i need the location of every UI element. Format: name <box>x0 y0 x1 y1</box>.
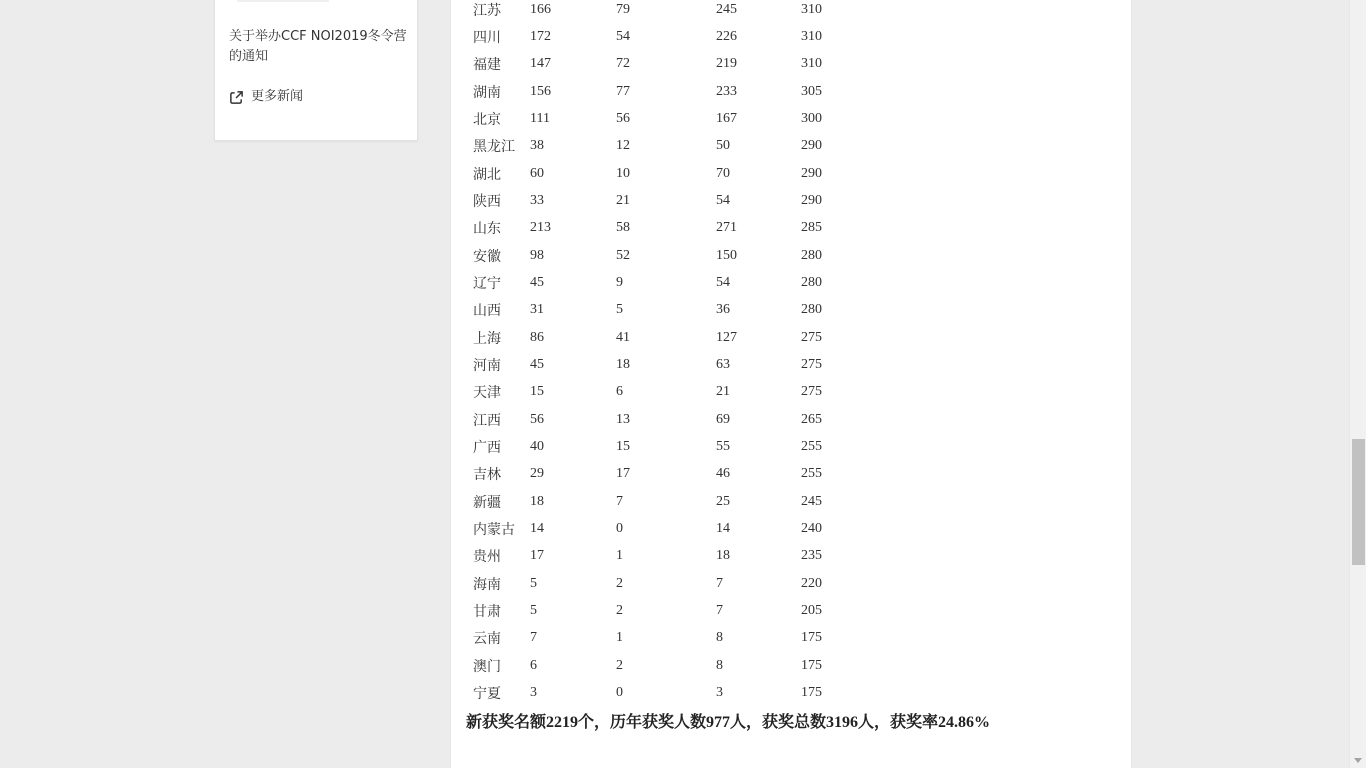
stat-cell: 41 <box>616 329 630 345</box>
stat-cell: 10 <box>616 165 630 181</box>
stat-cell: 6 <box>530 657 537 673</box>
stat-cell: 69 <box>716 411 730 427</box>
table-row <box>473 433 861 460</box>
stat-cell: 235 <box>801 548 822 564</box>
stat-cell: 77 <box>616 83 630 99</box>
more-news-link[interactable] <box>229 88 303 106</box>
stat-cell: 14 <box>530 520 544 536</box>
stat-cell: 3 <box>716 684 723 700</box>
table-row <box>473 0 861 23</box>
table-row <box>473 324 861 351</box>
table-row <box>473 133 861 160</box>
table-row <box>473 461 861 488</box>
stat-cell: 63 <box>716 356 730 372</box>
stat-cell: 275 <box>801 329 822 345</box>
stat-cell: 14 <box>716 520 730 536</box>
stat-cell: 7 <box>616 493 623 509</box>
province-cell: 天津 <box>473 385 501 402</box>
stat-cell: 285 <box>801 220 822 236</box>
stat-cell: 111 <box>530 110 550 126</box>
stat-cell: 255 <box>801 466 822 482</box>
stat-cell: 167 <box>716 110 737 126</box>
stat-cell: 290 <box>801 192 822 208</box>
province-cell: 广西 <box>473 439 501 456</box>
table-row <box>473 269 861 296</box>
stat-cell: 0 <box>616 684 623 700</box>
stat-cell: 56 <box>616 110 630 126</box>
stat-cell: 18 <box>616 356 630 372</box>
province-cell: 上海 <box>473 330 501 347</box>
stat-cell: 0 <box>616 520 623 536</box>
stat-cell: 1 <box>616 630 623 646</box>
table-row <box>473 187 861 214</box>
stat-cell: 5 <box>530 602 537 618</box>
province-cell: 湖南 <box>473 84 501 101</box>
stat-cell: 156 <box>530 83 551 99</box>
stat-cell: 175 <box>801 684 822 700</box>
stat-cell: 290 <box>801 165 822 181</box>
stat-cell: 166 <box>530 1 551 17</box>
stat-cell: 7 <box>716 575 723 591</box>
stat-cell: 86 <box>530 329 544 345</box>
province-cell: 山东 <box>473 221 501 238</box>
stat-cell: 15 <box>616 438 630 454</box>
stat-cell: 13 <box>616 411 630 427</box>
stat-cell: 33 <box>530 192 544 208</box>
stat-cell: 8 <box>716 657 723 673</box>
stat-cell: 3 <box>530 684 537 700</box>
stat-cell: 310 <box>801 56 822 72</box>
stat-cell: 245 <box>801 493 822 509</box>
stat-cell: 147 <box>530 56 551 72</box>
province-cell: 安徽 <box>473 248 501 265</box>
province-cell: 福建 <box>473 57 501 74</box>
province-cell: 内蒙古 <box>473 521 515 538</box>
province-cell: 河南 <box>473 357 501 374</box>
stat-cell: 245 <box>716 1 737 17</box>
stat-cell: 12 <box>616 138 630 154</box>
stat-cell: 36 <box>716 302 730 318</box>
stat-cell: 54 <box>616 28 630 44</box>
stat-cell: 275 <box>801 384 822 400</box>
table-row <box>473 515 861 542</box>
stat-cell: 1 <box>616 548 623 564</box>
province-cell: 辽宁 <box>473 275 501 292</box>
stat-cell: 280 <box>801 274 822 290</box>
table-row <box>473 23 861 50</box>
stat-cell: 25 <box>716 493 730 509</box>
table-row <box>473 570 861 597</box>
scrollbar-thumb[interactable] <box>1352 439 1365 565</box>
page-scrollbar[interactable] <box>1349 0 1366 768</box>
province-cell: 陕西 <box>473 193 501 210</box>
stat-cell: 18 <box>530 493 544 509</box>
province-cell: 江西 <box>473 412 501 429</box>
stat-cell: 265 <box>801 411 822 427</box>
stat-cell: 175 <box>801 657 822 673</box>
province-cell: 北京 <box>473 111 501 128</box>
article-content <box>450 0 1132 768</box>
table-row <box>473 242 861 269</box>
stat-cell: 7 <box>716 602 723 618</box>
stat-cell: 54 <box>716 274 730 290</box>
stat-cell: 213 <box>530 220 551 236</box>
stat-cell: 280 <box>801 247 822 263</box>
stat-cell: 220 <box>801 575 822 591</box>
stat-cell: 98 <box>530 247 544 263</box>
stat-cell: 175 <box>801 630 822 646</box>
stat-cell: 72 <box>616 56 630 72</box>
table-row <box>473 297 861 324</box>
stat-cell: 127 <box>716 329 737 345</box>
province-cell: 江苏 <box>473 2 501 19</box>
province-cell: 四川 <box>473 29 501 46</box>
stat-cell: 60 <box>530 165 544 181</box>
stat-cell: 219 <box>716 56 737 72</box>
stat-cell: 52 <box>616 247 630 263</box>
stat-cell: 55 <box>716 438 730 454</box>
award-stats-table-body <box>473 0 861 707</box>
news-item-link[interactable]: 关于举办CCF NOI2019冬令营的通知 <box>229 29 407 64</box>
stat-cell: 79 <box>616 1 630 17</box>
province-cell: 贵州 <box>473 549 501 566</box>
table-row <box>473 351 861 378</box>
table-row <box>473 105 861 132</box>
province-cell: 黑龙江 <box>473 139 515 156</box>
more-news-label: 更多新闻 <box>251 89 304 104</box>
stat-cell: 300 <box>801 110 822 126</box>
stat-cell: 54 <box>716 192 730 208</box>
table-row <box>473 379 861 406</box>
province-cell: 吉林 <box>473 467 501 484</box>
stat-cell: 58 <box>616 220 630 236</box>
stat-cell: 17 <box>530 548 544 564</box>
stat-cell: 17 <box>616 466 630 482</box>
province-cell: 澳门 <box>473 658 501 675</box>
stat-cell: 2 <box>616 575 623 591</box>
stat-cell: 70 <box>716 165 730 181</box>
stat-cell: 50 <box>716 138 730 154</box>
table-row <box>473 406 861 433</box>
stat-cell: 5 <box>616 302 623 318</box>
province-cell: 山西 <box>473 303 501 320</box>
stat-cell: 172 <box>530 28 551 44</box>
province-cell: 云南 <box>473 631 501 648</box>
stat-cell: 280 <box>801 302 822 318</box>
stat-cell: 233 <box>716 83 737 99</box>
award-stats-table <box>473 0 861 707</box>
stat-cell: 21 <box>616 192 630 208</box>
province-cell: 湖北 <box>473 166 501 183</box>
stat-cell: 305 <box>801 83 822 99</box>
stat-cell: 8 <box>716 630 723 646</box>
stat-cell: 2 <box>616 657 623 673</box>
stat-cell: 18 <box>716 548 730 564</box>
table-row <box>473 597 861 624</box>
stat-cell: 56 <box>530 411 544 427</box>
province-cell: 宁夏 <box>473 685 501 702</box>
table-row <box>473 215 861 242</box>
province-cell: 甘肃 <box>473 603 501 620</box>
news-sidebar-card <box>214 0 418 141</box>
stat-cell: 6 <box>616 384 623 400</box>
stat-cell: 271 <box>716 220 737 236</box>
table-row <box>473 78 861 105</box>
stat-cell: 255 <box>801 438 822 454</box>
stat-cell: 40 <box>530 438 544 454</box>
stat-cell: 45 <box>530 356 544 372</box>
table-row <box>473 488 861 515</box>
stat-cell: 150 <box>716 247 737 263</box>
stat-cell: 29 <box>530 466 544 482</box>
stat-cell: 38 <box>530 138 544 154</box>
award-summary: 新获奖名额2219个，历年获奖人数977人，获奖总数3196人，获奖率24.86% <box>466 714 991 731</box>
province-cell: 海南 <box>473 576 501 593</box>
external-link-icon <box>229 90 244 105</box>
table-row <box>473 652 861 679</box>
stat-cell: 205 <box>801 602 822 618</box>
stat-cell: 31 <box>530 302 544 318</box>
table-row <box>473 543 861 570</box>
table-row <box>473 51 861 78</box>
stat-cell: 290 <box>801 138 822 154</box>
stat-cell: 226 <box>716 28 737 44</box>
table-row <box>473 625 861 652</box>
stat-cell: 7 <box>530 630 537 646</box>
province-cell: 新疆 <box>473 494 501 511</box>
stat-cell: 46 <box>716 466 730 482</box>
table-row <box>473 679 861 706</box>
scroll-down-arrow-icon[interactable] <box>1354 758 1362 763</box>
stat-cell: 21 <box>716 384 730 400</box>
stat-cell: 9 <box>616 274 623 290</box>
stat-cell: 45 <box>530 274 544 290</box>
stat-cell: 5 <box>530 575 537 591</box>
stat-cell: 15 <box>530 384 544 400</box>
stat-cell: 2 <box>616 602 623 618</box>
stat-cell: 310 <box>801 1 822 17</box>
stat-cell: 275 <box>801 356 822 372</box>
stat-cell: 240 <box>801 520 822 536</box>
table-row <box>473 160 861 187</box>
stat-cell: 310 <box>801 28 822 44</box>
previous-news-item-cutoff <box>237 0 329 2</box>
